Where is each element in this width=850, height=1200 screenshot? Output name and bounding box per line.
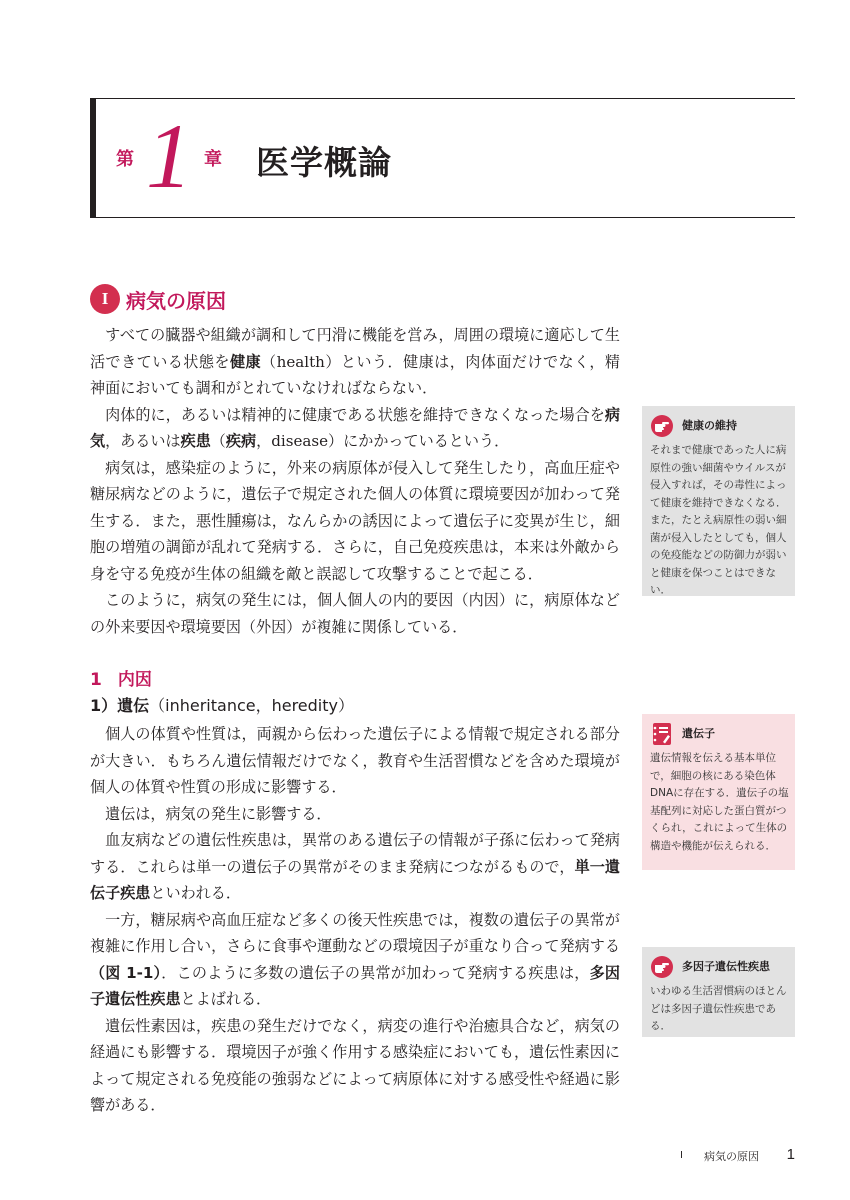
subsubsection-label: 1）遺伝 xyxy=(90,696,150,715)
paragraph xyxy=(90,1013,620,1119)
sidebar-gene xyxy=(642,714,795,870)
paragraph xyxy=(90,907,620,1013)
sidebar-title: 遺伝子 xyxy=(682,727,715,740)
text-run: 個人の体質や性質は，両親から伝わった遺伝子による情報で規定される部分が大きい．もちろん遺伝情報だけでなく，教育や生活習慣などを含めた環境が個人の体質や性質の形成に影響する． xyxy=(90,725,620,796)
text-run: 血友病などの遺伝性疾患は，異常のある遺伝子の情報が子孫に伝わって発病する．これらは単一の遺伝子の異常がそのまま発病につながるもので， xyxy=(90,831,620,876)
text-run: 一方，糖尿病や高血圧症など多くの後天性疾患では，複数の遺伝子の異常が複雑に作用し合い，さらに食事や運動などの環境因子が重なり合って発病する xyxy=(90,910,620,955)
sidebar-header xyxy=(650,414,789,438)
text-run: ．このように多数の遺伝子の異常が加わって発病する疾患は， xyxy=(161,963,590,982)
sidebar-text: 遺伝情報を伝える基本単位で，細胞の核にある染色体DNAに存在する．遺伝子の塩基配列に対応した蛋白質がつくられ，これによって生体の構造や機能が伝えられる． xyxy=(650,752,789,852)
bold-term: 疾病 xyxy=(225,432,257,450)
text-run: といわれる． xyxy=(150,884,241,902)
bold-term: 単一遺伝子疾患 xyxy=(90,857,620,902)
paragraph xyxy=(90,402,620,455)
chapter-number: 1 xyxy=(146,105,192,207)
subsubsection-english: （inheritance，heredity） xyxy=(149,696,354,715)
text-run: すべての臓器や組織が調和して円滑に機能を営み，周囲の環境に適応して生活できている状態を xyxy=(90,326,620,371)
text-run: 遺伝性素因は，疾患の発生だけでなく，病変の進行や治癒具合など，病気の経過にも影響する．環境因子が強く作用する感染症においても，遺伝性素因によって規定される免疫能の強弱などによって病原体に対する感受性や経過に影響がある． xyxy=(90,1016,620,1114)
sidebar-header xyxy=(650,722,789,746)
sidebar-health-maintenance xyxy=(642,406,795,596)
subsection-number: 1 xyxy=(90,670,102,690)
text-run: ，disease）にかかっているという． xyxy=(256,432,510,450)
text-run: （ xyxy=(210,432,226,450)
sidebar-multifactorial xyxy=(642,947,795,1037)
chapter-title: 医学概論 xyxy=(256,143,392,182)
paragraph xyxy=(90,322,620,402)
text-run: 遺伝は，病気の発生に影響する． xyxy=(105,804,332,823)
bold-term: 疾患 xyxy=(180,432,211,450)
bold-term: 健康 xyxy=(229,352,262,371)
sidebar-text: それまで健康であった人に病原性の強い細菌やウイルスが侵入すれば，その毒性によって健康を維持できなくなる．また，たとえ病原性の弱い細菌が侵入したとしても，個人の免疫能などの防御力が弱いと健康を保つことはできない． xyxy=(650,444,787,596)
notebook-icon xyxy=(650,722,674,746)
text-run: とよばれる． xyxy=(180,990,272,1008)
footer-section-title: 病気の原因 xyxy=(704,1150,759,1163)
pointing-hand-icon xyxy=(650,414,674,438)
paragraph xyxy=(90,801,620,828)
subsection-heading xyxy=(90,665,620,691)
paragraph xyxy=(90,455,620,588)
pointing-hand-icon xyxy=(650,955,674,979)
text-run: （health）という．健康は，肉体面だけでなく，精神面においても調和がとれていなければならない． xyxy=(90,352,620,397)
sidebar-text: いわゆる生活習慣病のほとんどは多因子遺伝性疾患である． xyxy=(650,985,787,1032)
text-run: 病気は，感染症のように，外来の病原体が侵入して発生したり，高血圧症や糖尿病などのように，遺伝子で規定された個人の体質に環境要因が加わって発生する．また，悪性腫瘍は，なんらかの誘因によって遺伝子に変異が生じ，細胞の増殖の調節が乱れて発病する．さらに，自己免疫疾患は，本来は外敵から身を守る免疫が生体の組織を敵と誤認して攻撃することで起こる． xyxy=(90,458,620,583)
text-run: このように，病気の発生には，個人個人の内的要因（内因）に，病原体などの外来要因や環境要因（外因）が複雑に関係している． xyxy=(90,591,620,636)
bold-term: （図 1-1） xyxy=(90,963,162,982)
sidebar-title: 健康の維持 xyxy=(682,419,737,432)
chapter-header xyxy=(90,98,795,218)
main-text-column xyxy=(90,322,620,1119)
body-paragraphs xyxy=(90,721,620,1119)
bold-term: 病気 xyxy=(90,405,620,450)
sidebar-header xyxy=(650,955,789,979)
section-title: 病気の原因 xyxy=(126,289,226,313)
footer-section-number: I xyxy=(680,1150,683,1161)
subsubsection-heading xyxy=(90,693,620,721)
text-run: ，あるいは xyxy=(105,432,181,450)
paragraph xyxy=(90,587,620,640)
page-footer xyxy=(680,1146,795,1166)
bold-term: 多因子遺伝性疾患 xyxy=(90,963,620,1008)
section-number-badge: I xyxy=(90,284,120,314)
paragraph xyxy=(90,721,620,801)
subsection-title: 内因 xyxy=(117,670,152,690)
intro-paragraphs xyxy=(90,322,620,640)
chapter-suffix: 章 xyxy=(204,149,222,170)
paragraph xyxy=(90,827,620,907)
chapter-prefix: 第 xyxy=(116,149,134,170)
sidebar-title: 多因子遺伝性疾患 xyxy=(682,960,770,973)
text-run: 肉体的に，あるいは精神的に健康である状態を維持できなくなった場合を xyxy=(105,405,605,424)
page-number: 1 xyxy=(786,1146,795,1163)
